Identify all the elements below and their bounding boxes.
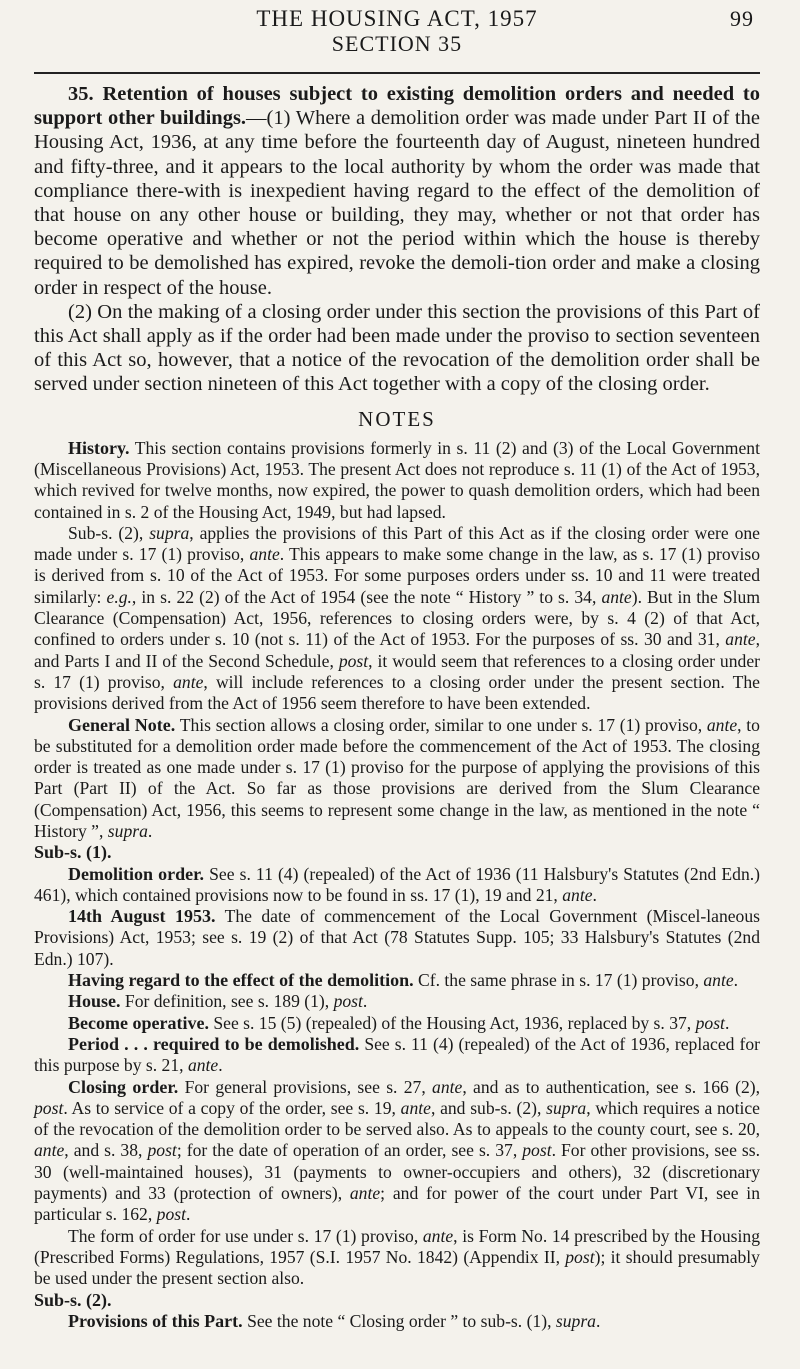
page-number: 99 xyxy=(730,6,754,31)
note-provisions: Provisions of this Part. See the note “ Closing order ” to sub-s. (1), supra. xyxy=(68,1310,601,1331)
section-text xyxy=(34,82,760,397)
act-title: THE HOUSING ACT, 1957 xyxy=(256,6,538,31)
subs1-label: Sub-s. (1). xyxy=(34,842,112,863)
notes xyxy=(34,438,760,1332)
note-form: The form of order for use under s. 17 (1) proviso, ante, is Form No. 14 prescribed by the Housing (Prescribed Forms) Regulations, 1957 (S.I. 1957 No. 1842) (Appendix II, post); it should presumably be used under the present section also. xyxy=(34,1225,760,1289)
notes-heading: NOTES xyxy=(358,406,436,431)
section-label: SECTION 35 xyxy=(331,31,463,56)
note-period: Period . . . required to be demolished. See s. 11 (4) (repealed) of the Act of 1936, replaced for this purpose by s. 21, ante. xyxy=(34,1033,760,1076)
note-history: History. This section contains provisions formerly in s. 11 (2) and (3) of the Local Government (Miscellaneous Provisions) Act, 1953. The present Act does not reproduce s. 11 (1) of the Act of 1953, which revived for twelve months, now expired, the power to quash demolition orders, which had been contained in s. 2 of the Housing Act, 1949, but had lapsed. xyxy=(34,437,760,522)
subs2-label: Sub-s. (2). xyxy=(34,1289,112,1310)
section-para-2: (2) On the making of a closing order under this section the provisions of this Part of this Act shall apply as if the order had been made under the proviso to section seventeen of this Act so, however, that a notice of the revocation of the demolition order shall be served under section nineteen of this Act together with a copy of the closing order. xyxy=(34,300,760,396)
header-rule xyxy=(34,72,760,74)
note-history-p2: Sub-s. (2), supra, applies the provisions of this Part of this Act as if the closing order were one made under s. 17 (1) proviso, ante. This appears to make some change in the law, as s. 17 (1) proviso is derived from s. 10 of the Act of 1953. For some purposes orders under ss. 10 and 11 were treated similarly: e.g., in s. 22 (2) of the Act of 1954 (see the note “ History ” to s. 34, ante). But in the Slum Clearance (Compensation) Act, 1956, references to closing orders were, by s. 4 (2) of that Act, confined to orders under s. 10 (not s. 11) of the Act of 1953. For the purposes of ss. 30 and 31, ante, and Parts I and II of the Second Schedule, post, it would seem that references to a closing order under s. 17 (1) proviso, ante, will include references to a closing order under the present section. The provisions derived from the Act of 1956 seem therefore to have been extended. xyxy=(34,522,761,714)
note-having-regard: Having regard to the effect of the demolition. Cf. the same phrase in s. 17 (1) proviso, ante. xyxy=(68,970,739,991)
running-head xyxy=(34,0,760,56)
note-become-operative: Become operative. See s. 15 (5) (repealed) of the Housing Act, 1936, replaced by s. 37, post. xyxy=(68,1012,730,1033)
note-house: House. For definition, see s. 189 (1), post. xyxy=(68,991,368,1012)
note-closing-order: Closing order. For general provisions, see s. 27, ante, and as to authentication, see s. 166 (2), post. As to service of a copy of the order, see s. 19, ante, and sub-s. (2), supra, which requires a notice of the revocation of the demolition order to be served also. As to appeals to the county court, see s. 20, ante, and s. 38, post; for the date of operation of an order, see s. 37, post. For other provisions, see ss. 30 (well-maintained houses), 31 (payments to owner-occupiers and others), 32 (discretionary payments) and 33 (protection of owners), ante; and for power of the court under Part VI, see in particular s. 162, post. xyxy=(34,1076,761,1225)
note-14th-august: 14th August 1953. The date of commencement of the Local Government (Miscel-laneous Provisions) Act, 1953; see s. 19 (2) of that Act (78 Statutes Supp. 105; 33 Halsbury's Statutes (2nd Edn.) 107). xyxy=(34,906,760,969)
section-heading: 35. Retention of houses subject to existing demolition orders and needed to support other buildings. xyxy=(34,83,760,130)
note-general: General Note. This section allows a closing order, similar to one under s. 17 (1) proviso, ante, to be substituted for a demolition order made before the commencement of the Act of 1953. The closing order is treated as one made under s. 17 (1) proviso for the purpose of applying the provisions of this Part (Part II) of the Act. So far as those provisions are derived from the Slum Clearance (Compensation) Act, 1956, this seems to represent some change in the law, as mentioned in the note “ History ”, supra. xyxy=(34,714,760,841)
section-para-1: 35. Retention of houses subject to existing demolition orders and needed to support other buildings.—(1) Where a demolition order was made under Part II of the Housing Act, 1936, at any time before the fourteenth day of August, nineteen hundred and fifty-three, and it appears to the local authority by whom the order was made that compliance there-with is inexpedient having regard to the effect of the demolition of that house on any other house or building, they may, whether or not that order has become operative and whether or not the period within which the house is thereby required to be demolished has expired, revoke the demoli-tion order and make a closing order in respect of the house. xyxy=(34,83,760,299)
note-demolition-order: Demolition order. See s. 11 (4) (repealed) of the Act of 1936 (11 Halsbury's Statutes (2nd Edn.) 461), which contained provisions now to be found in ss. 17 (1), 19 and 21, ante. xyxy=(34,863,760,905)
